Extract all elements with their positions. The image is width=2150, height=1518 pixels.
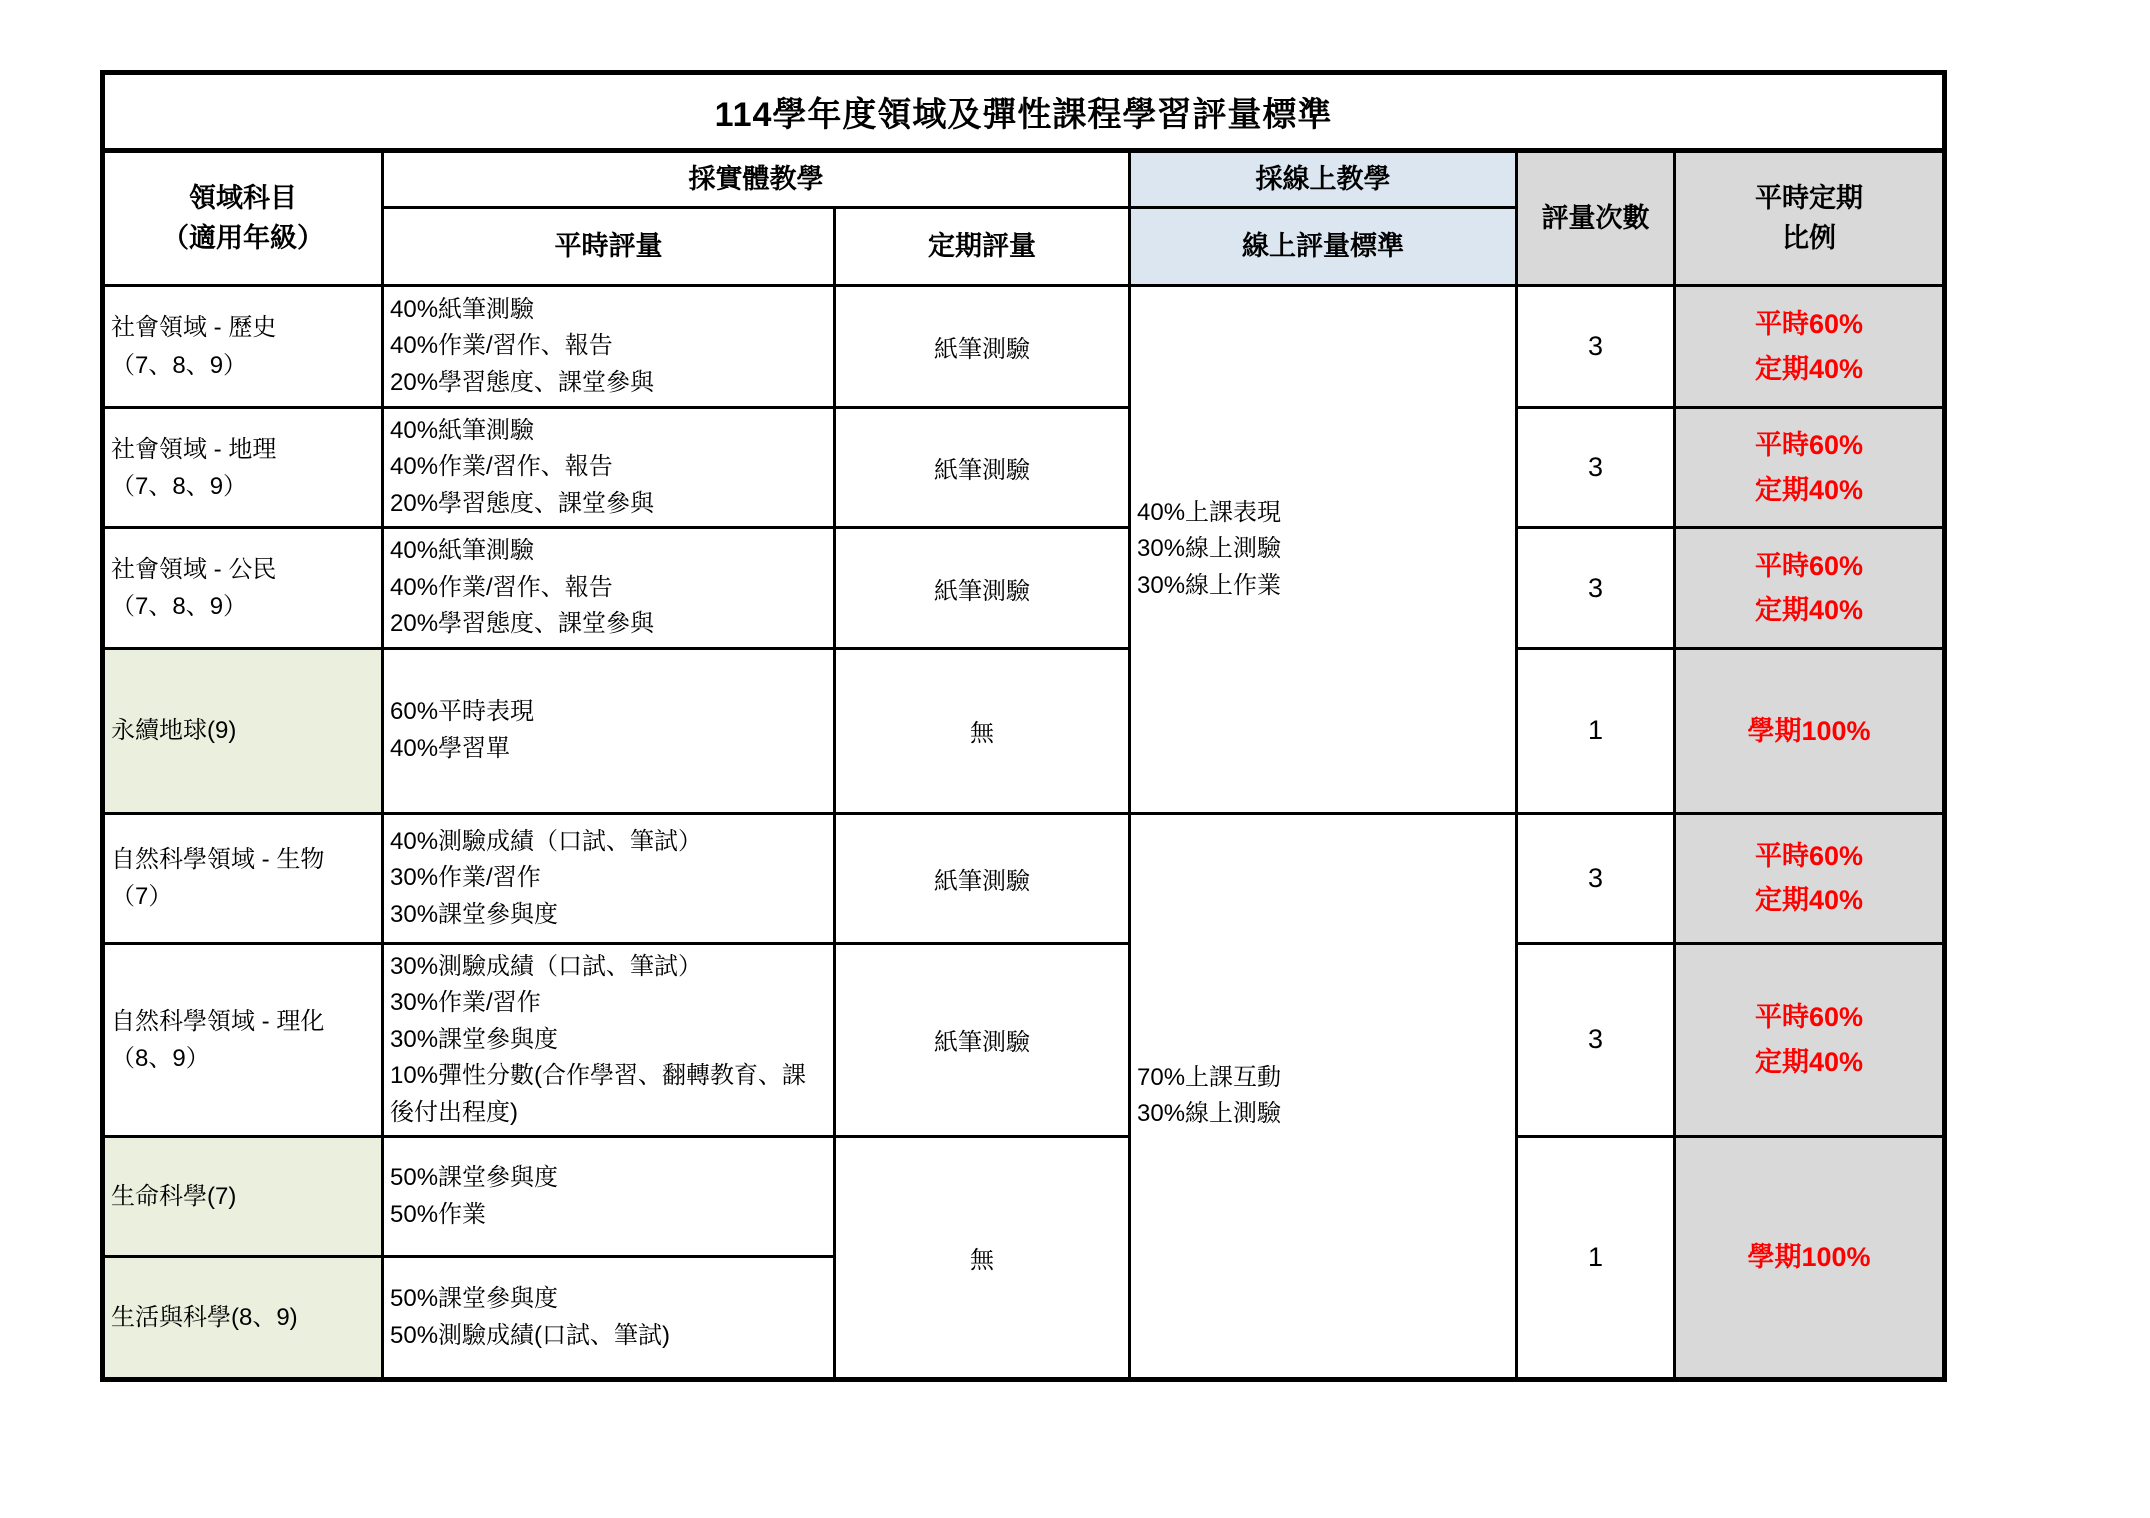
online-item: 40%上課表現 bbox=[1137, 498, 1282, 526]
header-online-standard: 線上評量標準 bbox=[1130, 208, 1517, 286]
table-row-physics-chemistry bbox=[103, 943, 1945, 1136]
ratio-line: 定期40% bbox=[1754, 885, 1864, 916]
normal-assessment-cell bbox=[383, 648, 835, 813]
subject-cell bbox=[103, 1137, 383, 1257]
assessment-item: 40%作業/習作、報告 bbox=[390, 332, 613, 360]
assessment-item: 40%紙筆測驗 bbox=[390, 417, 535, 444]
subject-name: 生活與科學(8、9) bbox=[111, 1304, 298, 1332]
ratio-line: 學期100% bbox=[1747, 715, 1871, 746]
ratio-cell bbox=[1675, 408, 1945, 528]
assessment-item: 40%紙筆測驗 bbox=[390, 295, 535, 323]
header-physical-teaching: 採實體教學 bbox=[383, 151, 1130, 208]
ratio-line: 平時60% bbox=[1754, 1002, 1864, 1033]
assessment-count-cell: 3 bbox=[1517, 286, 1675, 408]
subject-name: 自然科學領域 - 理化 bbox=[111, 1007, 325, 1035]
ratio-line: 平時60% bbox=[1754, 840, 1864, 871]
ratio-cell bbox=[1675, 813, 1945, 943]
ratio-line: 定期40% bbox=[1754, 353, 1864, 384]
assessment-item: 30%課堂參與度 bbox=[390, 1025, 559, 1053]
subject-grades: （7） bbox=[111, 883, 173, 911]
header-online-teaching: 採線上教學 bbox=[1130, 151, 1517, 208]
normal-assessment-cell bbox=[383, 286, 835, 408]
online-item: 30%線上作業 bbox=[1137, 571, 1282, 599]
assessment-count-cell: 3 bbox=[1517, 408, 1675, 528]
subject-name: 社會領域 - 歷史 bbox=[111, 314, 277, 342]
assessment-item: 20%學習態度、課堂參與 bbox=[390, 368, 655, 396]
subject-name: 社會領域 - 公民 bbox=[111, 555, 277, 583]
normal-assessment-cell bbox=[383, 943, 835, 1136]
header-subject-line1: 領域科目 bbox=[189, 183, 297, 214]
online-standard-cell-group1 bbox=[1130, 286, 1517, 814]
assessment-item: 60%平時表現 bbox=[390, 698, 535, 726]
assessment-item: 10%彈性分數(合作學習、翻轉教育、課後付出程度) bbox=[390, 1062, 807, 1126]
normal-assessment-cell bbox=[383, 1257, 835, 1380]
online-item: 30%線上測驗 bbox=[1137, 1099, 1282, 1127]
ratio-line: 學期100% bbox=[1747, 1242, 1871, 1273]
normal-assessment-cell bbox=[383, 528, 835, 648]
table-row-life-science bbox=[103, 1137, 1945, 1257]
table-row-history bbox=[103, 286, 1945, 408]
header-ratio bbox=[1675, 151, 1945, 286]
header-subject-line2: （適用年級） bbox=[162, 222, 324, 253]
ratio-line: 定期40% bbox=[1754, 595, 1864, 626]
assessment-count-cell: 3 bbox=[1517, 943, 1675, 1136]
assessment-item: 40%作業/習作、報告 bbox=[390, 453, 613, 481]
subject-grades: （7、8、9） bbox=[111, 351, 248, 379]
ratio-line: 平時60% bbox=[1754, 430, 1864, 461]
header-periodic-assessment: 定期評量 bbox=[835, 208, 1130, 286]
periodic-assessment-cell: 無 bbox=[835, 1137, 1130, 1380]
online-item: 70%上課互動 bbox=[1137, 1063, 1282, 1091]
subject-cell bbox=[103, 648, 383, 813]
periodic-assessment-cell: 紙筆測驗 bbox=[835, 943, 1130, 1136]
header-normal-assessment: 平時評量 bbox=[383, 208, 835, 286]
periodic-assessment-cell: 紙筆測驗 bbox=[835, 408, 1130, 528]
subject-name: 社會領域 - 地理 bbox=[111, 435, 277, 463]
subject-name: 自然科學領域 - 生物 bbox=[111, 846, 325, 874]
periodic-assessment-cell: 紙筆測驗 bbox=[835, 528, 1130, 648]
assessment-item: 50%測驗成績(口試、筆試) bbox=[390, 1321, 671, 1349]
assessment-item: 40%紙筆測驗 bbox=[390, 537, 535, 565]
assessment-item: 20%學習態度、課堂參與 bbox=[390, 610, 655, 638]
subject-cell bbox=[103, 528, 383, 648]
header-row-1 bbox=[103, 151, 1945, 208]
subject-name: 永續地球(9) bbox=[111, 717, 237, 745]
subject-grades: （7、8、9） bbox=[111, 593, 248, 621]
header-ratio-line1: 平時定期 bbox=[1755, 183, 1863, 214]
ratio-cell bbox=[1675, 528, 1945, 648]
ratio-cell bbox=[1675, 286, 1945, 408]
periodic-assessment-cell: 無 bbox=[835, 648, 1130, 813]
assessment-count-cell: 3 bbox=[1517, 813, 1675, 943]
assessment-item: 40%學習單 bbox=[390, 734, 511, 762]
ratio-cell bbox=[1675, 943, 1945, 1136]
online-item: 30%線上測驗 bbox=[1137, 535, 1282, 563]
header-subject bbox=[103, 151, 383, 286]
ratio-cell bbox=[1675, 1137, 1945, 1380]
assessment-item: 50%課堂參與度 bbox=[390, 1164, 559, 1192]
assessment-item: 30%作業/習作 bbox=[390, 864, 541, 892]
ratio-line: 定期40% bbox=[1754, 474, 1864, 505]
subject-cell bbox=[103, 943, 383, 1136]
ratio-cell bbox=[1675, 648, 1945, 813]
assessment-item: 40%測驗成績（口試、筆試） bbox=[390, 827, 703, 855]
assessment-count-cell: 1 bbox=[1517, 1137, 1675, 1380]
table-row-biology bbox=[103, 813, 1945, 943]
subject-cell bbox=[103, 408, 383, 528]
table-row-geography bbox=[103, 408, 1945, 528]
normal-assessment-cell bbox=[383, 813, 835, 943]
normal-assessment-cell bbox=[383, 1137, 835, 1257]
subject-grades: （7、8、9） bbox=[111, 472, 248, 500]
table-row-civics bbox=[103, 528, 1945, 648]
table-row-sustainable-earth bbox=[103, 648, 1945, 813]
assessment-count-cell: 1 bbox=[1517, 648, 1675, 813]
ratio-line: 平時60% bbox=[1754, 308, 1864, 339]
subject-cell bbox=[103, 286, 383, 408]
ratio-line: 平時60% bbox=[1754, 550, 1864, 581]
assessment-item: 40%作業/習作、報告 bbox=[390, 573, 613, 601]
page-title: 114學年度領域及彈性課程學習評量標準 bbox=[103, 73, 1945, 151]
periodic-assessment-cell: 紙筆測驗 bbox=[835, 286, 1130, 408]
assessment-item: 30%課堂參與度 bbox=[390, 900, 559, 928]
online-standard-cell-group2 bbox=[1130, 813, 1517, 1379]
assessment-count-cell: 3 bbox=[1517, 528, 1675, 648]
header-ratio-line2: 比例 bbox=[1782, 222, 1836, 253]
subject-grades: （8、9） bbox=[111, 1044, 210, 1072]
header-assessment-count: 評量次數 bbox=[1517, 151, 1675, 286]
assessment-item: 50%作業 bbox=[390, 1200, 487, 1228]
subject-name: 生命科學(7) bbox=[111, 1183, 237, 1211]
assessment-item: 30%作業/習作 bbox=[390, 989, 541, 1017]
assessment-item: 20%學習態度、課堂參與 bbox=[390, 489, 655, 517]
title-row bbox=[103, 73, 1945, 151]
subject-cell bbox=[103, 1257, 383, 1380]
ratio-line: 定期40% bbox=[1754, 1046, 1864, 1077]
assessment-standards-table bbox=[100, 70, 1947, 1382]
normal-assessment-cell bbox=[383, 408, 835, 528]
subject-cell bbox=[103, 813, 383, 943]
assessment-item: 30%測驗成績（口試、筆試） bbox=[390, 952, 703, 980]
periodic-assessment-cell: 紙筆測驗 bbox=[835, 813, 1130, 943]
assessment-item: 50%課堂參與度 bbox=[390, 1285, 559, 1313]
